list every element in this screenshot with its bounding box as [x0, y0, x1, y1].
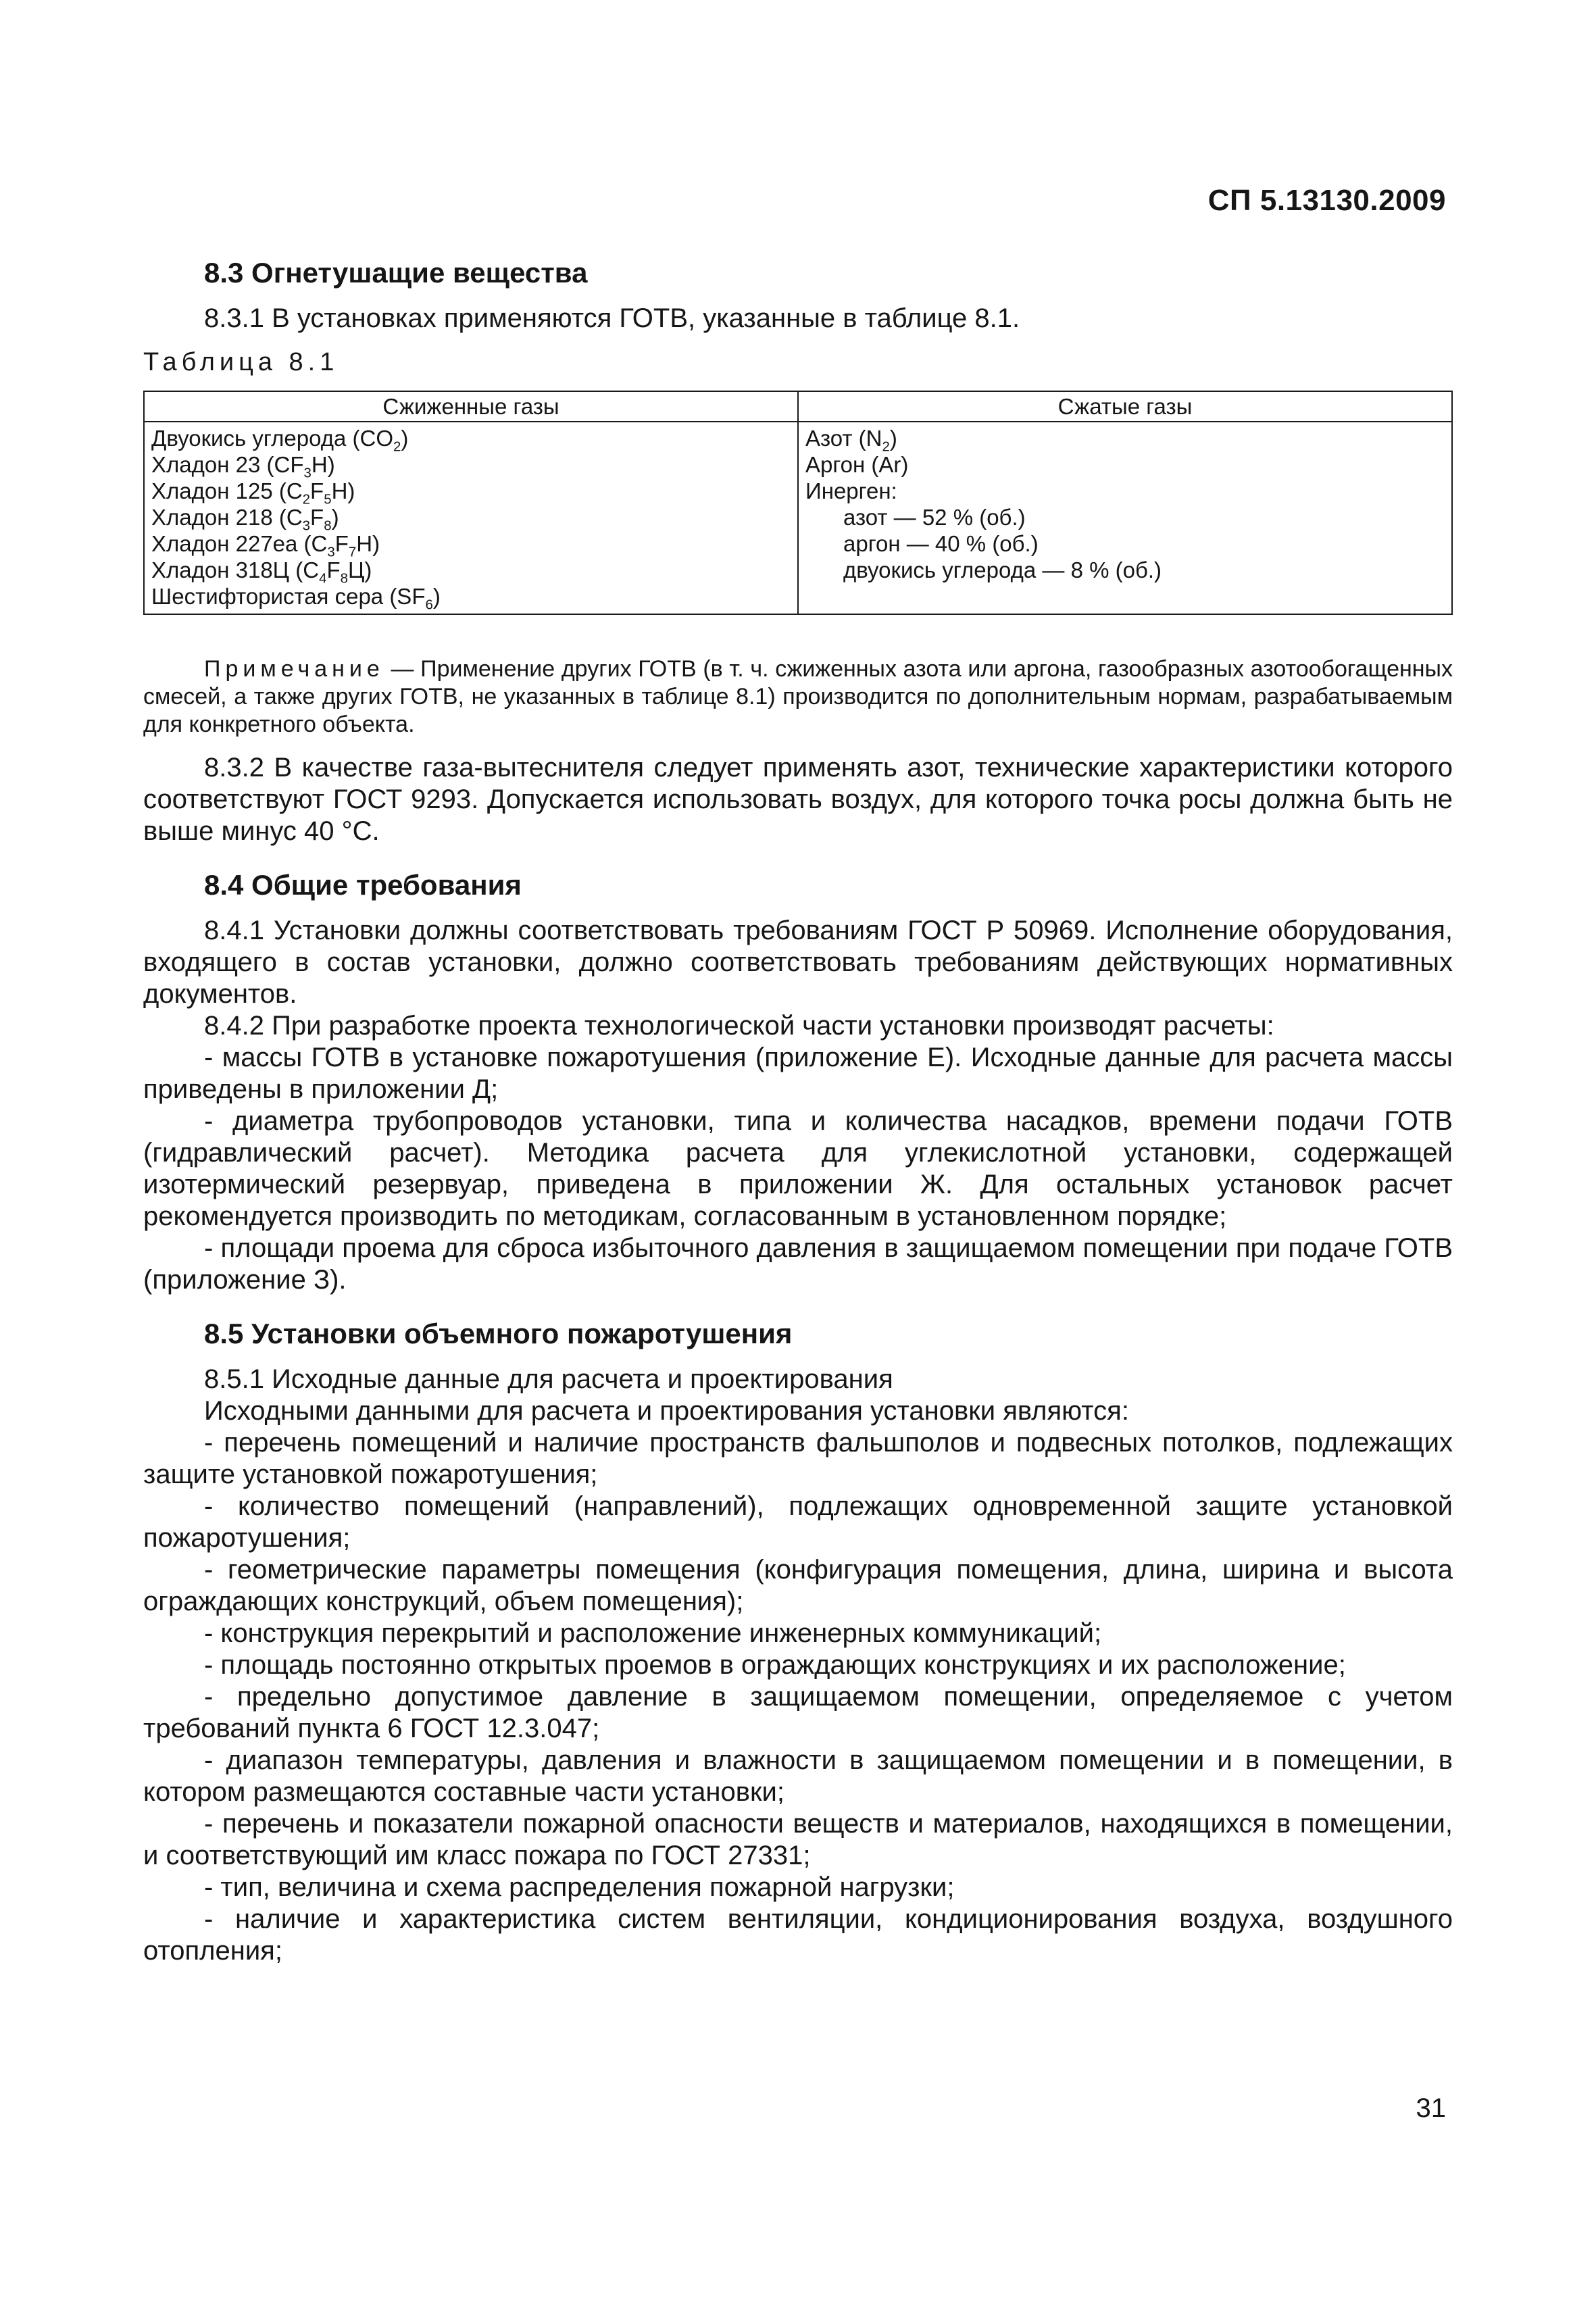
table-caption: Таблица 8.1: [143, 348, 339, 376]
liquefied-gas-line: Хладон 23 $(CF_3H)$: [151, 452, 335, 481]
list-item: - массы ГОТВ в установке пожаротушения (приложение Е). Исходные данные для расчета массы приведены в приложении Д;: [143, 1043, 1453, 1104]
list-item: - тип, величина и схема распределения пожарной нагрузки;: [204, 1872, 955, 1902]
list-item: - конструкция перекрытий и расположение инженерных коммуникаций;: [204, 1618, 1102, 1648]
liquefied-gas-line: Хладон 318Ц $(C_4F_8Ц)$: [151, 557, 372, 587]
compressed-gases-cell: [798, 422, 1452, 614]
column-header-compressed: Сжатые газы: [798, 391, 1452, 422]
page-number: 31: [1416, 2093, 1446, 2123]
note-text: — Применение других ГОТВ (в т. ч. сжиженных азота или аргона, газообразных азотообогащенных смесей, а также других ГОТВ, не указанных в таблице 8.1) производится по дополнительным нормам, разрабатываемым для конкретного объекта.: [143, 656, 1453, 737]
paragraph-8-3-1: 8.3.1 В установках применяются ГОТВ, указанные в таблице 8.1.: [204, 303, 1020, 333]
list-item: - площади проема для сброса избыточного давления в защищаемом помещении при подаче ГОТВ (приложение З).: [143, 1233, 1453, 1295]
list-item: - диаметра трубопроводов установки, типа и количества насадков, времени подачи ГОТВ (гидравлический расчет). Методика расчета для углекислотной установки, содержащей изотермический резервуар, приведена в приложении Ж. Для остальных установок расчет рекомендуется производить по методикам, согласованным в установленном порядке;: [143, 1106, 1453, 1231]
note-label: Примечание: [204, 656, 384, 682]
paragraph-initial-data: Исходными данными для расчета и проектирования установки являются:: [204, 1396, 1129, 1426]
heading-8-3: 8.3 Огнетушащие вещества: [204, 257, 588, 289]
calculation-list: [143, 1042, 1453, 1296]
paragraph-8-4-1: 8.4.1 Установки должны соответствовать требованиям ГОСТ Р 50969. Исполнение оборудования, входящего в состав установки, должно соответствовать требованиям действующих нормативных документов.: [143, 916, 1453, 1009]
column-header-liquefied: Сжиженные газы: [144, 391, 798, 422]
liquefied-gas-line: Хладон 125 $(C_2F_5H)$: [151, 478, 355, 507]
compressed-gas-line: Азот $(N_2)$: [805, 426, 897, 455]
list-item: - наличие и характеристика систем вентиляции, кондиционирования воздуха, воздушного отопления;: [143, 1904, 1453, 1966]
heading-8-4: 8.4 Общие требования: [204, 869, 522, 901]
liquefied-gases-cell: [144, 422, 798, 614]
paragraph-8-4-2: 8.4.2 При разработке проекта технологической части установки производят расчеты:: [204, 1011, 1274, 1041]
document-code: СП 5.13130.2009: [1207, 184, 1446, 217]
list-item: - диапазон температуры, давления и влажности в защищаемом помещении и в помещении, в котором размещаются составные части установки;: [143, 1745, 1453, 1807]
liquefied-gas-line: Шестифтористая сера $(SF_6)$: [151, 584, 441, 613]
list-item: - перечень помещений и наличие пространств фальшполов и подвесных потолков, подлежащих защите установкой пожаротушения;: [143, 1428, 1453, 1489]
list-item: - площадь постоянно открытых проемов в ограждающих конструкциях и их расположение;: [204, 1650, 1346, 1680]
main-content: [143, 255, 1453, 1967]
compressed-gas-line: двуокись углерода — 8 % (об.): [843, 557, 1162, 582]
compressed-gas-line: Инерген:: [805, 478, 897, 503]
heading-8-5: 8.5 Установки объемного пожаротушения: [204, 1318, 793, 1349]
list-item: - перечень и показатели пожарной опасности веществ и материалов, находящихся в помещении, и соответствующий им класс пожара по ГОСТ 27331;: [143, 1809, 1453, 1870]
list-item: - предельно допустимое давление в защищаемом помещении, определяемое с учетом требований пункта 6 ГОСТ 12.3.047;: [143, 1682, 1453, 1743]
compressed-gas-line: азот — 52 % (об.): [843, 505, 1026, 530]
paragraph-8-3-2: 8.3.2 В качестве газа-вытеснителя следует применять азот, технические характеристики которого соответствуют ГОСТ 9293. Допускается использовать воздух, для которого точка росы должна быть не выше минус 40 °С.: [143, 753, 1453, 846]
liquefied-gas-line: Хладон 227ea $(C_3F_7H)$: [151, 531, 380, 560]
initial-data-list: [143, 1427, 1453, 1967]
list-item: - количество помещений (направлений), подлежащих одновременной защите установкой пожаротушения;: [143, 1491, 1453, 1553]
gas-table: [143, 391, 1453, 615]
table-note: [143, 655, 1453, 739]
paragraph-8-5-1: 8.5.1 Исходные данные для расчета и проектирования: [204, 1364, 893, 1394]
compressed-gas-line: аргон — 40 % (об.): [843, 531, 1039, 556]
list-item: - геометрические параметры помещения (конфигурация помещения, длина, ширина и высота ограждающих конструкций, объем помещения);: [143, 1555, 1453, 1616]
liquefied-gas-line: Двуокись углерода $(CO_2)$: [151, 426, 409, 455]
compressed-gas-line: Аргон (Ar): [805, 452, 909, 477]
liquefied-gas-line: Хладон 218 $(C_3F_8)$: [151, 505, 339, 534]
